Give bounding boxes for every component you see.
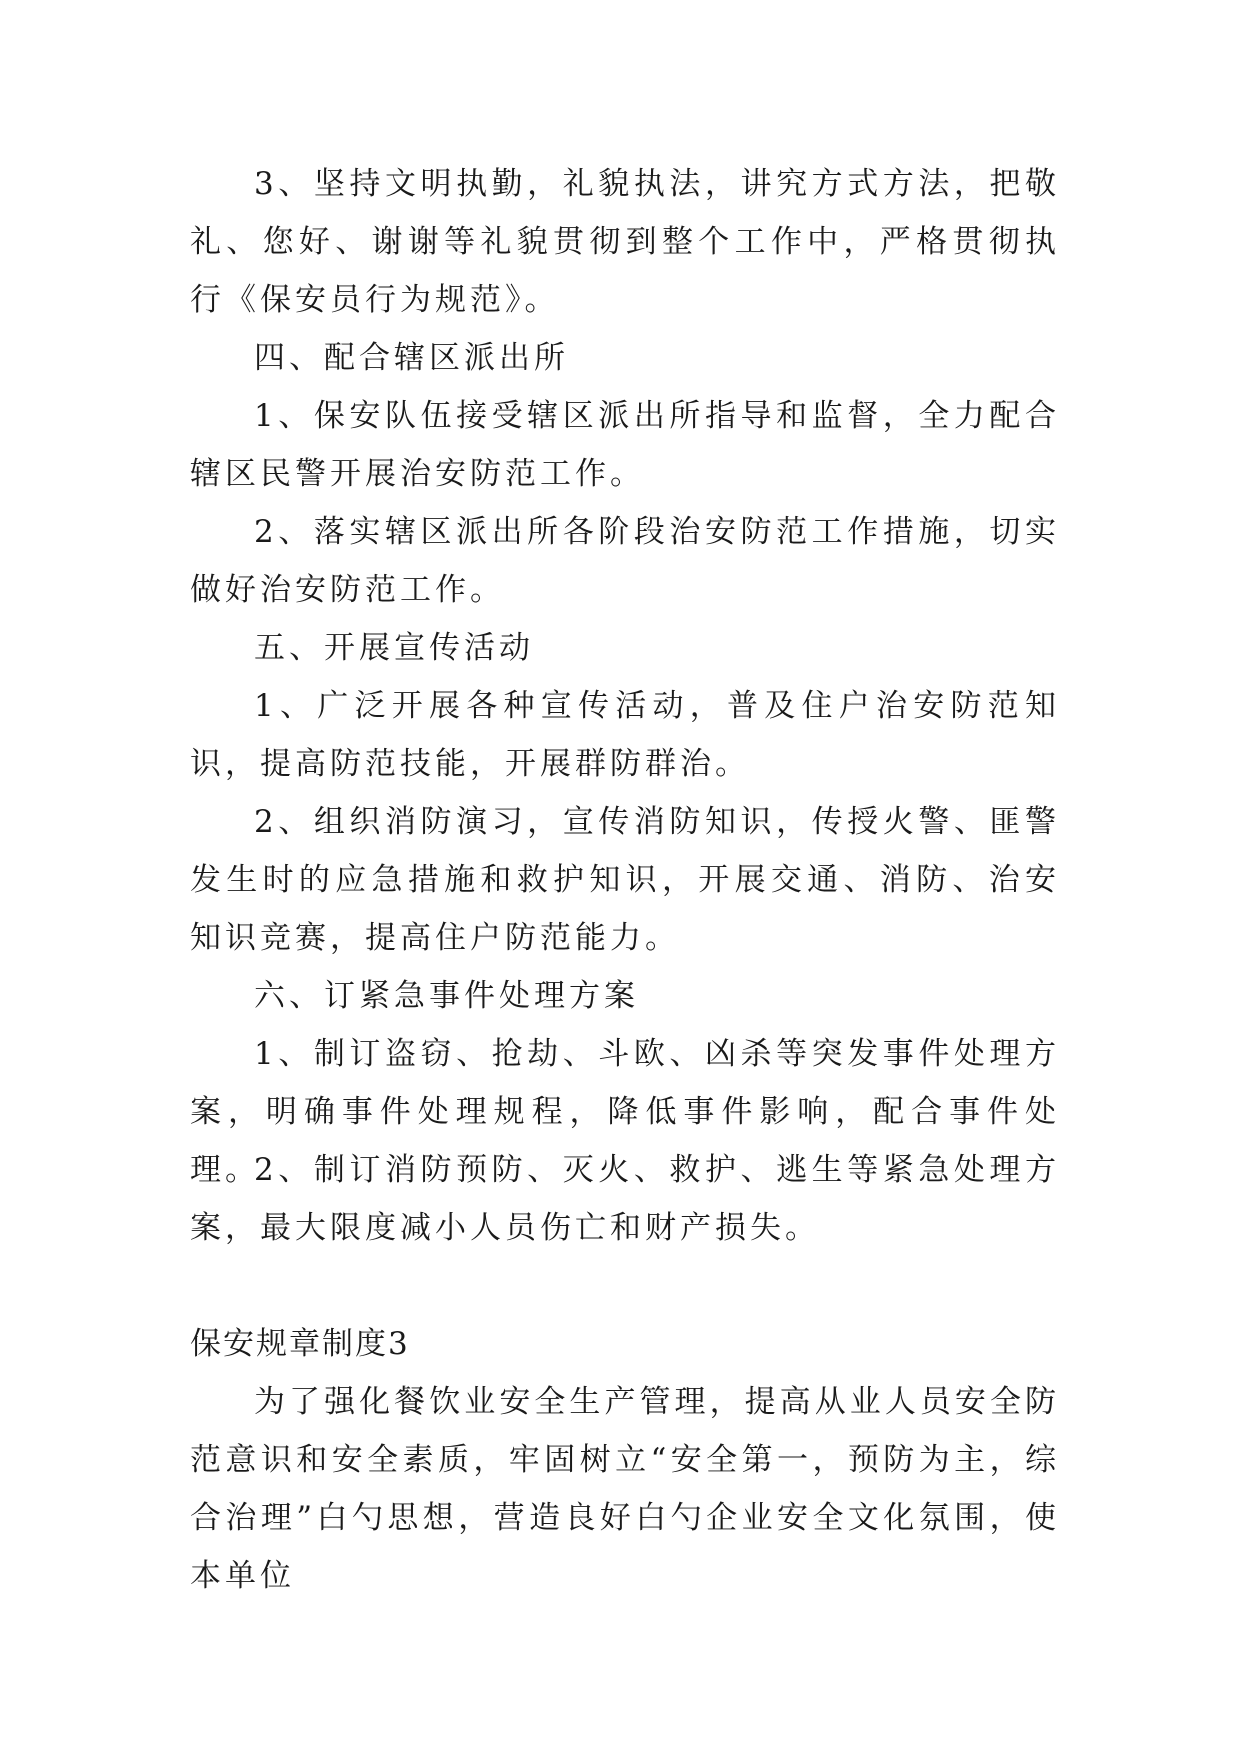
paragraph-fire-prevention-plan: 2、制订消防预防、灭火、救护、逃生等紧急处理方案，最大限度减小人员伤亡和财产损失。 <box>190 1152 1060 1246</box>
paragraph-implement-measures: 2、落实辖区派出所各阶段治安防范工作措施，切实做好治安防范工作。 <box>190 514 1060 608</box>
paragraph-civilized-duty: 3、坚持文明执勤，礼貌执法，讲究方式方法，把敬礼、您好、谢谢等礼貌贯彻到整个工作中，严格贯彻执行《保安员行为规范》。 <box>190 166 1060 318</box>
heading-emergency-plan: 六、订紧急事件处理方案 <box>254 978 639 1014</box>
heading-publicity-activities: 五、开展宣传活动 <box>254 630 534 666</box>
paragraph-accept-guidance: 1、保安队伍接受辖区派出所指导和监督，全力配合辖区民警开展治安防范工作。 <box>190 398 1060 492</box>
section-title: 保安规章制度3 <box>190 1326 410 1362</box>
paragraph-catering-safety: 为了强化餐饮业安全生产管理，提高从业人员安全防范意识和安全素质，牢固树立“安全第一，预防为主，综合治理”白勺思想，营造良好白勺企业安全文化氛围，使本单位 <box>190 1384 1060 1594</box>
paragraph-fire-drill: 2、组织消防演习，宣传消防知识，传授火警、匪警发生时的应急措施和救护知识，开展交通、消防、治安知识竞赛，提高住户防范能力。 <box>190 804 1060 956</box>
heading-cooperate-police: 四、配合辖区派出所 <box>254 340 569 376</box>
paragraph-publicity-knowledge: 1、广泛开展各种宣传活动，普及住户治安防范知识，提高防范技能，开展群防群治。 <box>190 688 1060 782</box>
paragraph-theft-robbery-plan: 1、制订盗窃、抢劫、斗欧、凶杀等突发事件处理方案，明确事件处理规程，降低事件影响，配合事件处理。 <box>190 1036 1060 1188</box>
